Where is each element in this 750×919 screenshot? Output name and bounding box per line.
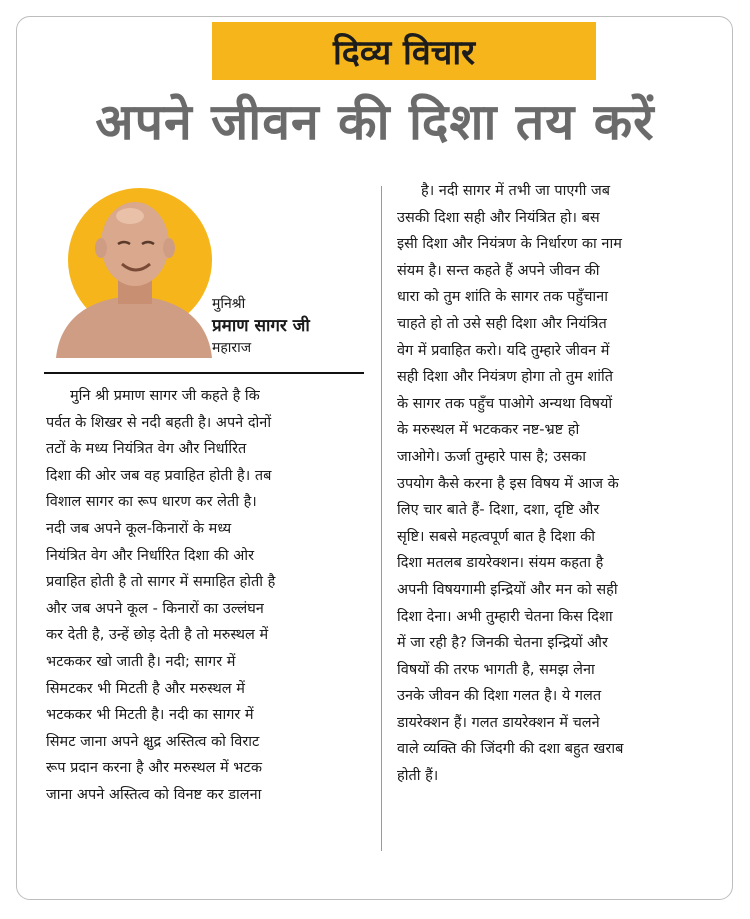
text-line: वाले व्यक्ति की जिंदगी की दशा बहुत खराब <box>397 741 624 758</box>
text-line: इसी दिशा और नियंत्रण के निर्धारण का नाम <box>397 236 622 253</box>
section-kicker <box>212 22 596 80</box>
text-line: दिशा की ओर जब वह प्रवाहित होती है। तब <box>46 467 272 484</box>
text-line: कर देती है, उन्हें छोड़ देती है तो मरुस्थल में <box>46 627 269 644</box>
text-line: डायरेक्शन हैं। गलत डायरेक्शन में चलने <box>397 714 600 731</box>
text-line: है। नदी सागर में तभी जा पाएगी जब <box>421 183 610 199</box>
text-line: नियंत्रित वेग और निर्धारित दिशा की ओर <box>46 547 255 564</box>
text-line: के मरुस्थल में भटककर नष्ट-भ्रष्ट हो <box>397 422 580 439</box>
text-line: प्रवाहित होती है तो सागर में समाहित होती है <box>46 574 276 591</box>
text-line: तटों के मध्य नियंत्रित वेग और निर्धारित <box>46 441 247 458</box>
text-line: जाओगे। ऊर्जा तुम्हारे पास है; उसका <box>397 448 586 465</box>
kicker-text: दिव्य विचार <box>332 33 476 73</box>
right-column <box>397 178 707 790</box>
text-line: चाहते हो तो उसे सही दिशा और नियंत्रित <box>397 315 607 332</box>
byline-suffix: महाराज <box>212 340 252 356</box>
column-divider <box>381 186 382 851</box>
text-line: पर्वत के शिखर से नदी बहती है। अपने दोनों <box>46 414 272 431</box>
byline-title: मुनिश्री <box>212 296 246 312</box>
text-line: और जब अपने कूल - किनारों का उल्लंघन <box>46 600 264 617</box>
author-portrait <box>52 186 212 358</box>
byline-name: प्रमाण सागर जी <box>212 316 310 336</box>
text-line: दिशा मतलब डायरेक्शन। संयम कहता है <box>397 555 604 572</box>
text-line: भटककर खो जाती है। नदी; सागर में <box>46 653 236 670</box>
headline: अपने जीवन की दिशा तय करें <box>95 93 655 151</box>
text-line: दिशा देना। अभी तुम्हारी चेतना किस दिशा <box>397 608 613 625</box>
text-line: में जा रही है? जिनकी चेतना इन्द्रियों और <box>397 635 608 652</box>
text-line: वेग में प्रवाहित करो। यदि तुम्हारे जीवन में <box>397 342 610 359</box>
text-line: उसकी दिशा सही और नियंत्रित हो। बस <box>397 209 600 226</box>
text-line: लिए चार बाते हैं- दिशा, दशा, दृष्टि और <box>397 502 600 519</box>
text-line: सृष्टि। सबसे महत्वपूर्ण बात है दिशा की <box>397 528 596 545</box>
text-line: धारा को तुम शांति के सागर तक पहुँचाना <box>397 289 608 306</box>
text-line: के सागर तक पहुँच पाओगे अन्यथा विषयों <box>397 395 613 412</box>
portrait-ear-left <box>95 238 107 258</box>
text-line: जाना अपने अस्तित्व को विनष्ट कर डालना <box>46 786 262 803</box>
text-line: उपयोग कैसे करना है इस विषय में आज के <box>397 475 619 492</box>
text-line: नदी जब अपने कूल-किनारों के मध्य <box>46 520 232 537</box>
text-line: सिमटकर भी मिटती है और मरुस्थल में <box>46 680 245 697</box>
text-line: मुनि श्री प्रमाण सागर जी कहते है कि <box>70 388 260 404</box>
author-byline <box>212 294 310 358</box>
text-line: रूप प्रदान करना है और मरुस्थल में भटक <box>46 760 262 777</box>
text-line: विषयों की तरफ भागती है, समझ लेना <box>397 661 595 678</box>
text-line: भटककर भी मिटती है। नदी का सागर में <box>46 707 254 724</box>
text-line: सिमट जाना अपने क्षुद्र अस्तित्व को विराट <box>46 733 260 750</box>
portrait-ear-right <box>163 238 175 258</box>
left-column <box>46 383 364 809</box>
text-line: अपनी विषयगामी इन्द्रियों और मन को सही <box>397 581 618 598</box>
text-line: विशाल सागर का रूप धारण कर लेती है। <box>46 494 257 511</box>
portrait-head-shine <box>116 208 144 224</box>
text-line: उनके जीवन की दिशा गलत है। ये गलत <box>397 688 602 705</box>
text-line: संयम है। सन्त कहते हैं अपने जीवन की <box>397 262 600 279</box>
text-line: सही दिशा और नियंत्रण होगा तो तुम शांति <box>397 369 614 386</box>
text-line: होती हैं। <box>397 768 439 785</box>
byline-rule <box>44 372 364 374</box>
